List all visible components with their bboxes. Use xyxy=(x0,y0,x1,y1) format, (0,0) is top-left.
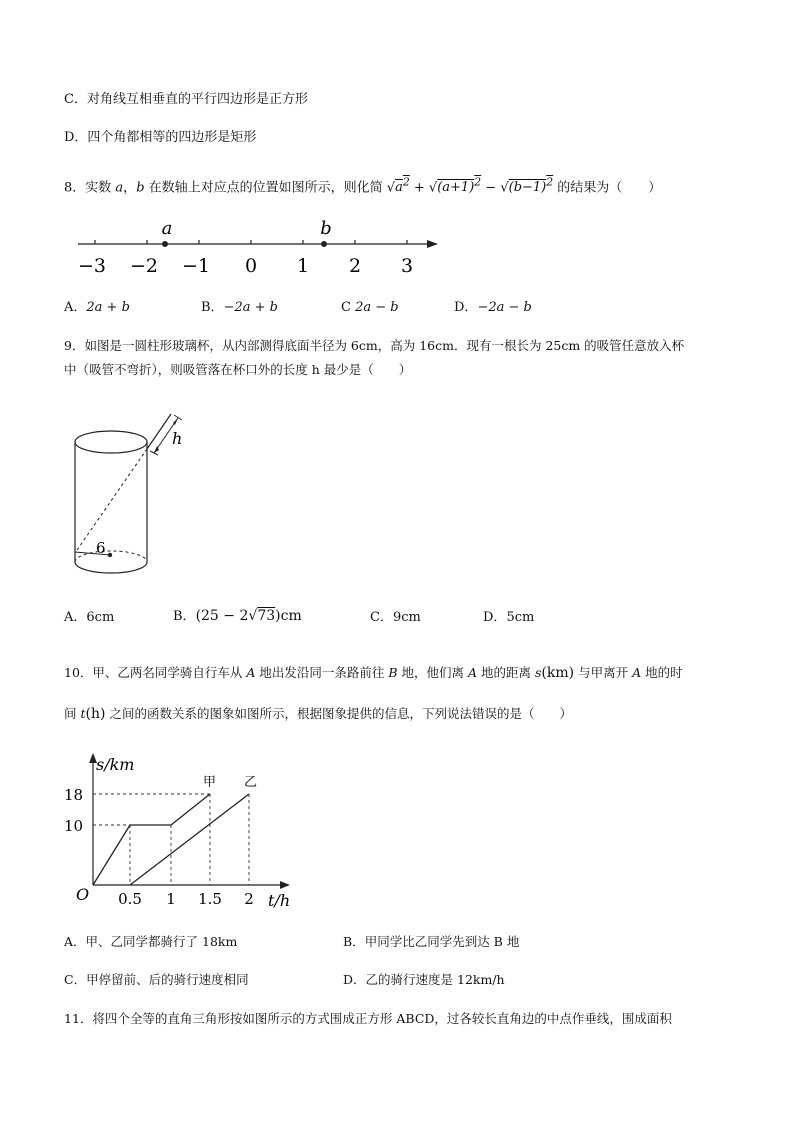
q9-option-a: A．6cm xyxy=(64,610,115,625)
series-jia-line xyxy=(93,794,210,885)
q7-option-d: D．四个角都相等的四边形是矩形 xyxy=(64,130,257,145)
q8-expression: $√a^2 + √(a+1)^2 - √(b-1)^2$ xyxy=(386,176,554,196)
q9-cylinder-figure xyxy=(66,402,196,582)
q9-option-d: D．5cm xyxy=(483,610,535,625)
tick-label: −1 xyxy=(181,255,211,277)
q10-option-a: A．甲、乙同学都骑行了 18km xyxy=(64,934,238,949)
q10-stem-line2: 间 t(h) 之间的函数关系的图象如图所示，根据图象提供的信息，下列说法错误的是（ ） xyxy=(64,706,572,722)
label-radius: 6 xyxy=(96,539,106,557)
point-b xyxy=(321,241,327,247)
tick-label: 1 xyxy=(296,255,310,277)
tick-label: −2 xyxy=(129,255,159,277)
series-yi-label: 乙 xyxy=(244,775,258,790)
tick-label: 3 xyxy=(400,255,414,277)
x-tick-0-5: 0.5 xyxy=(118,890,142,908)
q10-option-b: B．甲同学比乙同学先到达 B 地 xyxy=(343,934,520,949)
q9-stem-line2: 中（吸管不弯折），则吸管落在杯口外的长度 h 最少是（ ） xyxy=(64,362,412,377)
q9-option-b: B．(25 − 2√73)cm xyxy=(173,608,302,624)
series-jia-label: 甲 xyxy=(203,775,217,790)
y-tick-18: 18 xyxy=(64,786,84,804)
series-yi-line xyxy=(130,794,249,885)
x-tick-1: 1 xyxy=(166,890,176,908)
q10-distance-time-graph xyxy=(60,748,310,913)
q8-option-a: A．2a + b xyxy=(64,300,130,315)
point-b-label: b xyxy=(320,218,332,239)
q10-option-d: D．乙的骑行速度是 12km/h xyxy=(343,972,505,987)
q10-option-c: C．甲停留前、后的骑行速度相同 xyxy=(64,972,249,987)
q7-option-c: C．对角线互相垂直的平行四边形是正方形 xyxy=(64,92,308,107)
q8-option-d: D．−2a − b xyxy=(454,300,532,315)
tick-label: −3 xyxy=(77,255,107,277)
x-tick-2: 2 xyxy=(244,890,254,908)
tick-label: 2 xyxy=(348,255,362,277)
q11-stem-line1: 11．将四个全等的直角三角形按如图所示的方式围成正方形 ABCD，过各较长直角边的中点作垂线，围成面积 xyxy=(64,1011,672,1026)
y-tick-10: 10 xyxy=(64,817,84,835)
q8-option-b: B．−2a + b xyxy=(201,300,278,315)
y-axis-label: s/km xyxy=(96,755,135,774)
origin-label: O xyxy=(76,885,90,904)
q8-option-c: C 2a − b xyxy=(341,300,399,315)
q8-number-line xyxy=(70,216,450,278)
tick-label: 0 xyxy=(244,255,258,277)
point-a xyxy=(162,241,168,247)
q8-stem: 8．实数 a，b 在数轴上对应点的位置如图所示，则化简 $√a^2 + √(a+1)^2 - √(b-1)^2$ 的结果为（ ） xyxy=(64,176,662,196)
x-axis-label: t/h xyxy=(268,891,291,910)
q9-option-c: C．9cm xyxy=(370,610,421,625)
q10-stem-line1: 10．甲、乙两名同学骑自行车从 A 地出发沿同一条路前往 B 地，他们离 A 地的距离 s(km) 与甲离开 A 地的时 xyxy=(64,665,683,681)
label-h: h xyxy=(172,429,183,448)
q9-stem-line1: 9．如图是一圆柱形玻璃杯，从内部测得底面半径为 6cm，高为 16cm．现有一根长为 25cm 的吸管任意放入杯 xyxy=(64,338,685,353)
x-tick-1-5: 1.5 xyxy=(198,890,222,908)
point-a-label: a xyxy=(161,218,173,239)
